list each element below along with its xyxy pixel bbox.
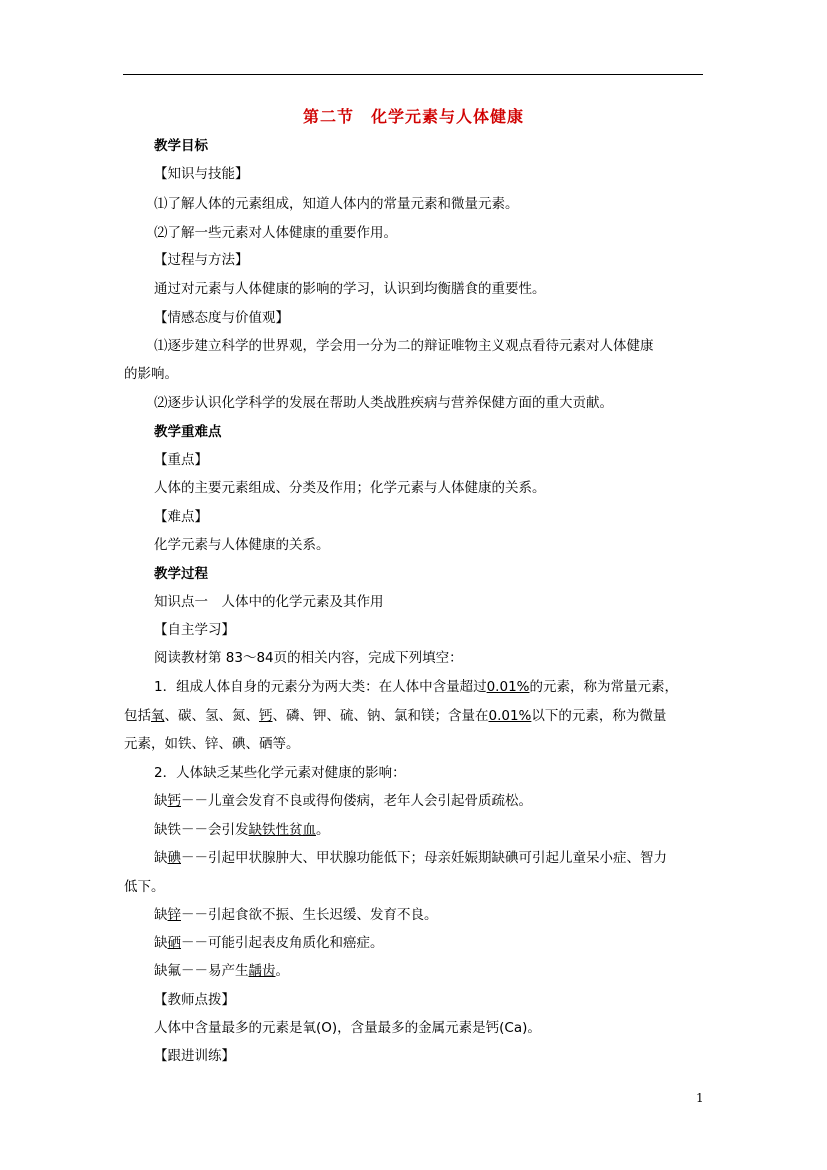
knowledge-heading: 【知识与技能】 xyxy=(154,166,249,182)
page-number: 1 xyxy=(696,1091,704,1105)
focus-text: 人体的主要元素组成、分类及作用；化学元素与人体健康的关系。 xyxy=(154,480,546,496)
q1-text: 以下的元素，称为微量 xyxy=(531,708,667,724)
q1-text: 的元素，称为常量元素， xyxy=(529,679,678,695)
text: 缺 xyxy=(154,793,168,809)
focus-heading: 【重点】 xyxy=(154,452,208,468)
text: 缺 xyxy=(154,850,168,866)
q1-text: 、磷、钾、硫、钠、氯和镁；含量在 xyxy=(272,708,489,724)
emotion-item-1: ⑴逐步建立科学的世界观，学会用一分为二的辩证唯物主义观点看待元素对人体健康 xyxy=(154,338,654,354)
text: 缺铁－－会引发 xyxy=(154,822,249,838)
teacher-heading: 【教师点拨】 xyxy=(154,992,235,1008)
fluorine-line xyxy=(154,961,704,981)
q1-blank-threshold: 0.01% xyxy=(486,679,530,695)
text: －－引起食欲不振、生长迟缓、发育不良。 xyxy=(181,907,438,923)
q1-text: 、碳、氢、氮、 xyxy=(164,708,259,724)
blank-caries: 龋齿 xyxy=(248,963,276,979)
text: －－儿童会发育不良或得佝偻病，老年人会引起骨质疏松。 xyxy=(181,793,532,809)
text: －－引起甲状腺肿大、甲状腺功能低下；母亲妊娠期缺碘可引起儿童呆小症、智力 xyxy=(181,850,667,866)
text: 缺氟－－易产生 xyxy=(154,963,249,979)
process-heading: 【过程与方法】 xyxy=(154,252,249,268)
blank-selenium: 硒 xyxy=(167,935,181,951)
process-text: 通过对元素与人体健康的影响的学习，认识到均衡膳食的重要性。 xyxy=(154,281,546,297)
follow-up-heading: 【跟进训练】 xyxy=(154,1048,235,1064)
q1-blank-threshold-2: 0.01% xyxy=(488,708,532,724)
q1-text: 1．组成人体自身的元素分为两大类：在人体中含量超过 xyxy=(154,679,487,695)
text: －－可能引起表皮角质化和癌症。 xyxy=(181,935,384,951)
calcium-line xyxy=(154,791,704,811)
emotion-item-2: ⑵逐步认识化学科学的发展在帮助人类战胜疾病与营养保健方面的重大贡献。 xyxy=(154,395,613,411)
knowledge-item-2: ⑵了解一些元素对人体健康的重要作用。 xyxy=(154,225,397,241)
emotion-item-1-cont: 的影响。 xyxy=(124,366,178,382)
difficulty-text: 化学元素与人体健康的关系。 xyxy=(154,537,330,553)
iron-line xyxy=(154,820,704,840)
knowledge-item-1: ⑴了解人体的元素组成，知道人体内的常量元素和微量元素。 xyxy=(154,196,519,212)
reading-instruction: 阅读教材第 83～84页的相关内容，完成下列填空： xyxy=(154,650,463,666)
q1-blank-calcium: 钙 xyxy=(259,708,273,724)
blank-anemia: 缺铁性贫血 xyxy=(248,822,316,838)
q1-line-2 xyxy=(124,706,704,726)
selenium-line xyxy=(154,933,704,953)
blank-zinc: 锌 xyxy=(167,907,181,923)
page-title: 第二节 化学元素与人体健康 xyxy=(302,107,524,126)
text: 。 xyxy=(275,963,289,979)
q2-text: 2．人体缺乏某些化学元素对健康的影响： xyxy=(154,765,406,781)
q1-line-1 xyxy=(154,677,704,697)
teacher-text: 人体中含量最多的元素是氧(O)，含量最多的金属元素是钙(Ca)。 xyxy=(154,1020,541,1036)
header-rule xyxy=(123,74,703,75)
iodine-line-cont: 低下。 xyxy=(124,879,165,895)
q1-blank-oxygen: 氧 xyxy=(151,708,165,724)
text: 。 xyxy=(316,822,330,838)
text: 缺 xyxy=(154,907,168,923)
process2-heading: 教学过程 xyxy=(154,566,208,582)
goals-heading: 教学目标 xyxy=(154,138,208,154)
blank-iodine: 碘 xyxy=(167,850,181,866)
q1-line-3: 元素，如铁、锌、碘、硒等。 xyxy=(124,736,300,752)
emotion-heading: 【情感态度与价值观】 xyxy=(154,310,289,326)
zinc-line xyxy=(154,905,704,925)
difficulty-heading: 【难点】 xyxy=(154,509,208,525)
q1-text: 包括 xyxy=(124,708,151,724)
self-study-heading: 【自主学习】 xyxy=(154,622,235,638)
knowledge-point-1: 知识点一 人体中的化学元素及其作用 xyxy=(154,594,384,610)
iodine-line xyxy=(154,848,704,868)
text: 缺 xyxy=(154,935,168,951)
key-points-heading: 教学重难点 xyxy=(154,424,222,440)
blank-calcium: 钙 xyxy=(167,793,181,809)
